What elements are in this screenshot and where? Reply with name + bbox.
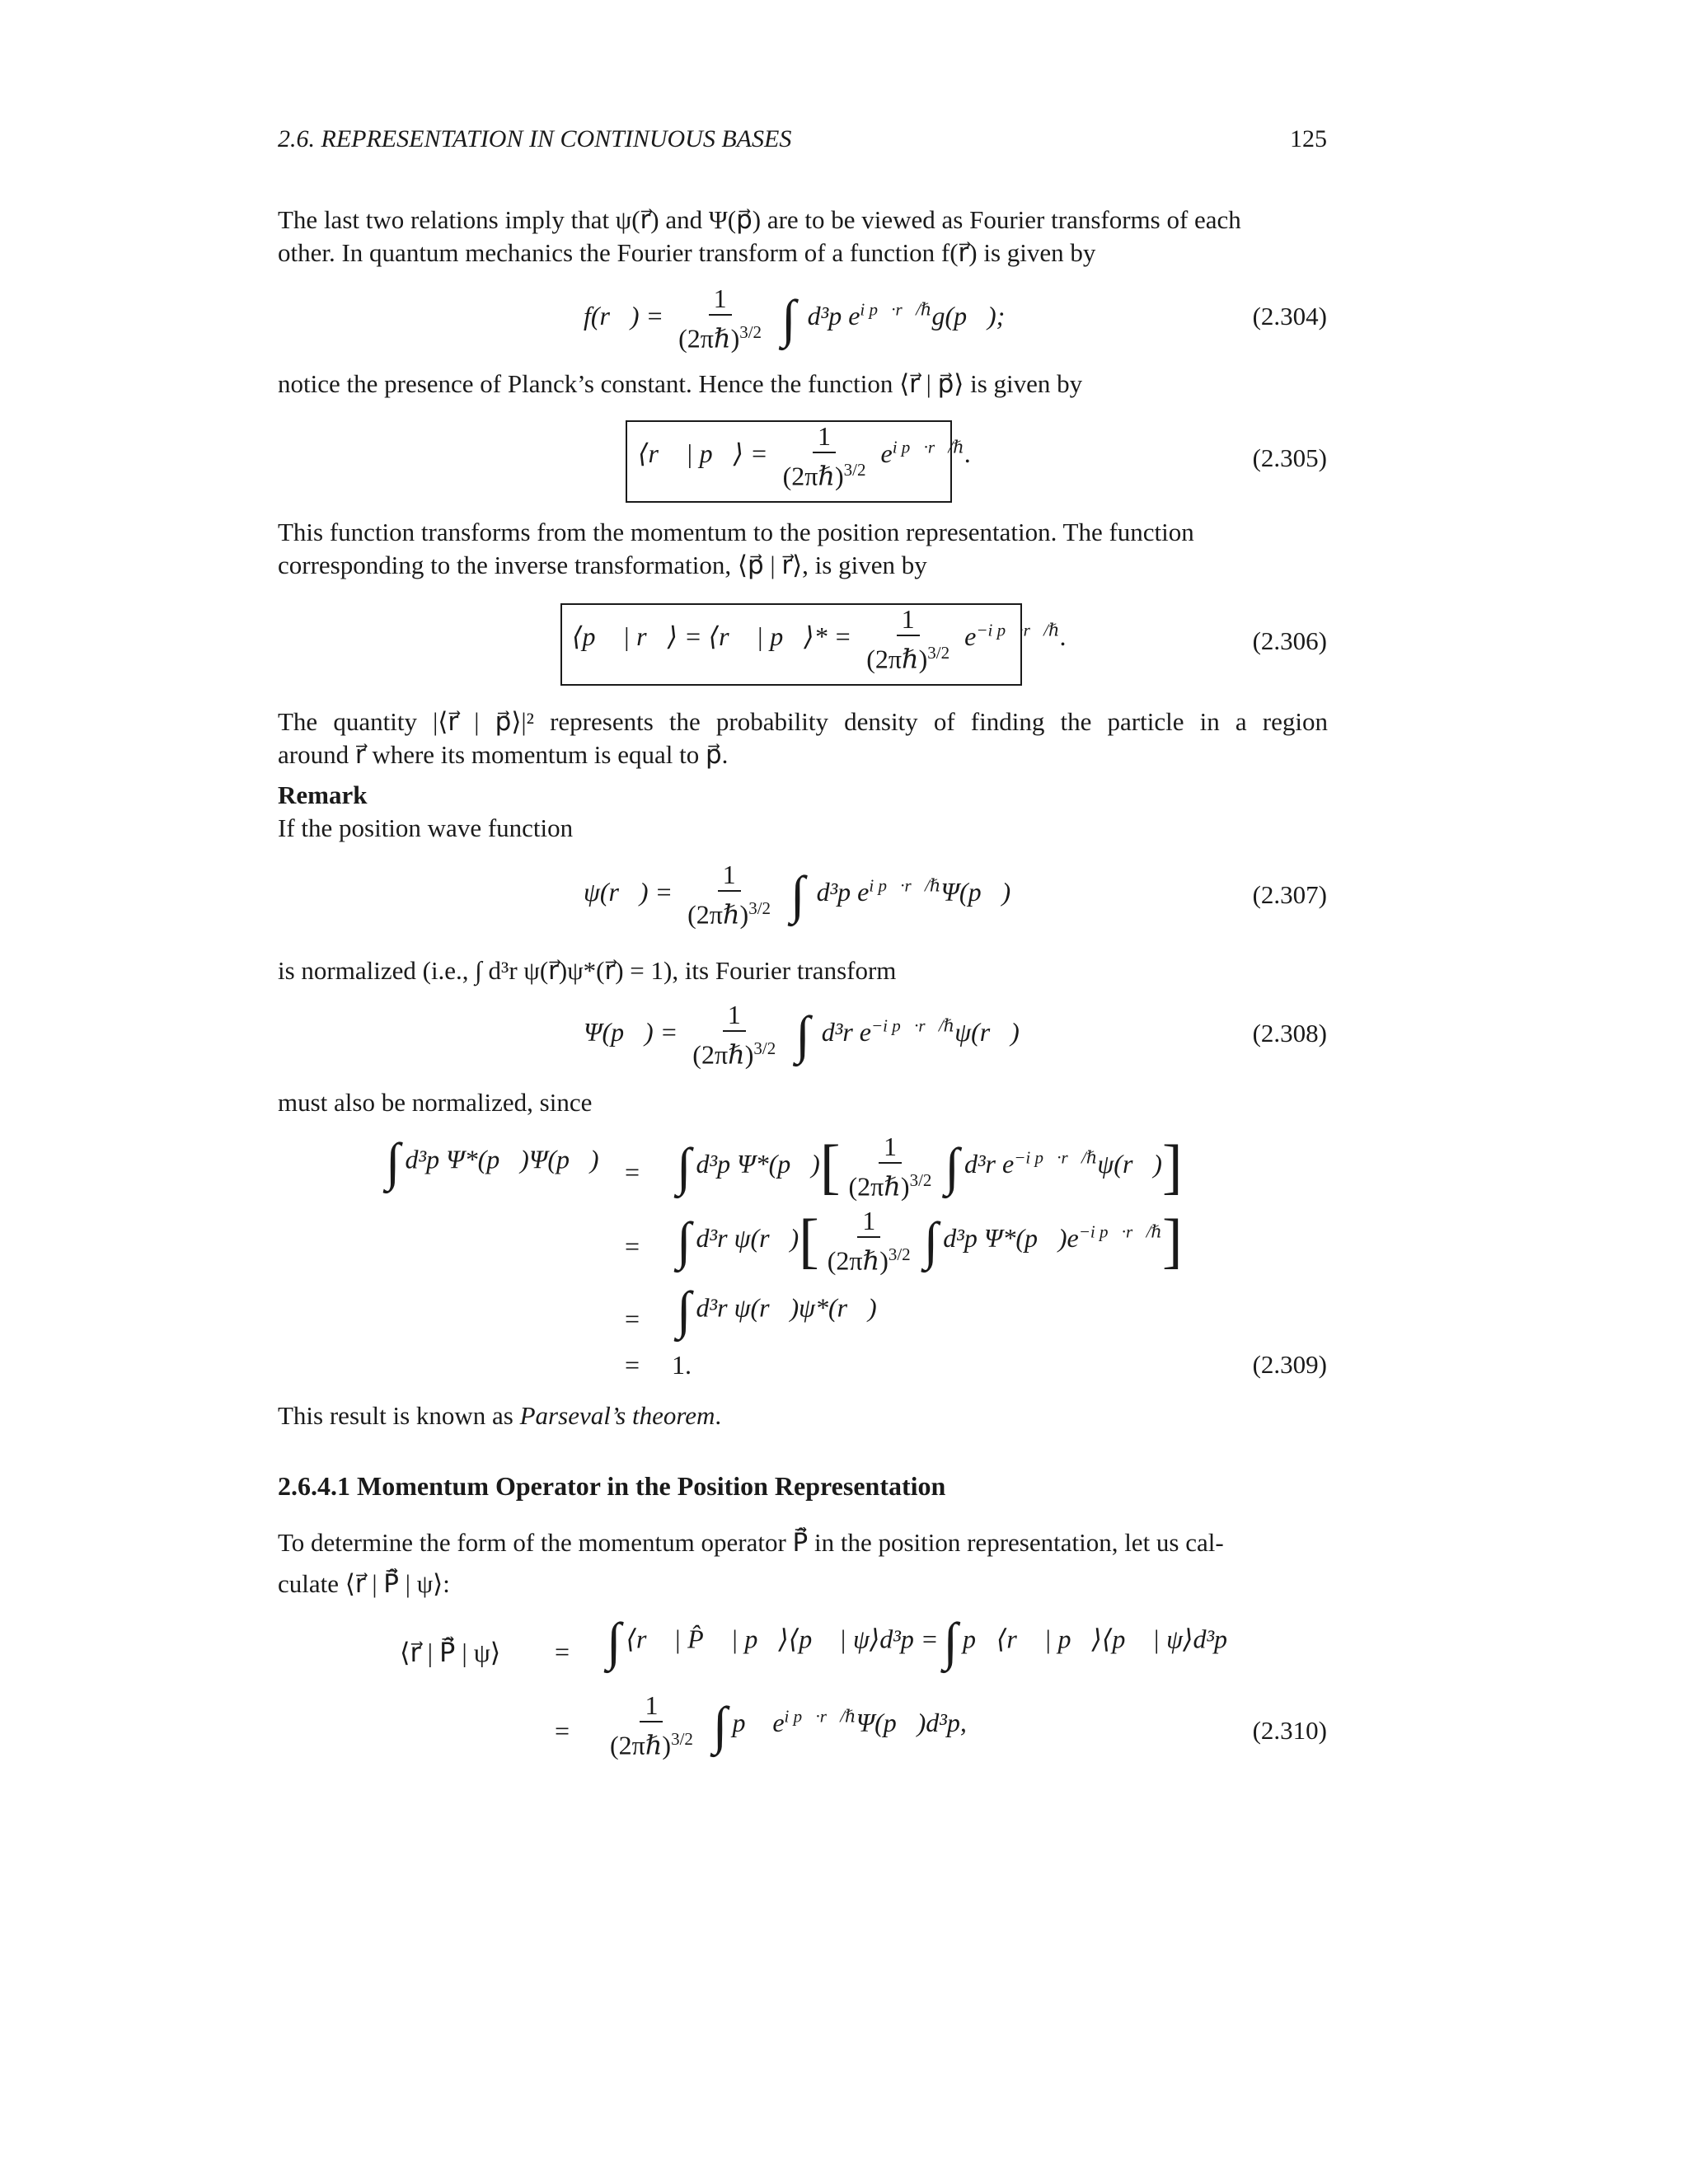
subsection-heading: 2.6.4.1 Momentum Operator in the Position Representation (278, 1471, 946, 1501)
eq-lhs: ψ(r⃗) = (584, 877, 673, 907)
denominator-exponent: 3/2 (927, 643, 950, 663)
eq-tail: ψ(r⃗) (954, 1017, 1020, 1047)
eq-tail: g(p⃗); (931, 301, 1006, 331)
integral-sign: ∫ (712, 1695, 728, 1755)
fraction (687, 1001, 781, 1070)
fraction-denominator (673, 316, 767, 354)
denominator-exponent: 3/2 (909, 1170, 932, 1190)
eq-exponent: −i p⃗·r⃗/ℏ (871, 1015, 955, 1036)
equation-2-308 (584, 1001, 1020, 1070)
equation-number: (2.308) (1252, 1019, 1327, 1047)
equation-number: (2.307) (1252, 880, 1327, 909)
integral-sign: ∫ (781, 288, 796, 348)
eq-term: p⃗ e (732, 1708, 785, 1738)
integral-sign: ∫ (923, 1211, 939, 1270)
denominator-exponent: 3/2 (888, 1244, 911, 1264)
equals-sign: = (625, 1350, 640, 1380)
eq-tail: Ψ(p⃗) (940, 877, 1011, 907)
fraction-numerator: 1 (879, 1132, 902, 1164)
eq-lhs: ⟨p⃗ | r⃗⟩ = ⟨r⃗ | p⃗⟩* = (572, 621, 852, 652)
fraction (843, 1132, 936, 1202)
equals-sign: = (625, 1231, 640, 1261)
eq-term: Ψ(p⃗)d³p, (856, 1708, 967, 1738)
fraction-denominator (605, 1722, 698, 1760)
denominator-base: (2πℏ) (610, 1730, 672, 1760)
eq-term: d³p Ψ*(p⃗) (696, 1149, 820, 1179)
integral-sign: ∫ (943, 1612, 959, 1671)
fraction (673, 284, 767, 354)
equation-2-309-row1 (672, 1132, 1183, 1202)
denominator-exponent: 3/2 (739, 322, 762, 342)
fraction-denominator (682, 892, 776, 930)
text-run: . (715, 1401, 722, 1430)
fraction (778, 422, 871, 491)
eq-tail: . (1059, 621, 1067, 652)
equation-2-306 (572, 605, 1067, 674)
equation-2-305 (638, 422, 971, 491)
remark-title: Remark (278, 780, 368, 809)
eq-exponent: i p⃗·r⃗/ℏ (892, 437, 964, 457)
fraction-denominator (843, 1164, 936, 1202)
fraction-numerator: 1 (709, 284, 732, 316)
fraction-numerator: 1 (813, 422, 836, 453)
equation-2-309-lhs (381, 1132, 599, 1191)
eq-term: ψ(r⃗) (1097, 1149, 1162, 1179)
text-run: This result is known as (278, 1401, 520, 1430)
paragraph-line: notice the presence of Planck’s constant. Hence the function ⟨r⃗ | p⃗⟩ is given by (278, 369, 1083, 398)
denominator-base: (2πℏ) (687, 899, 749, 930)
eq-exponent: −i p⃗·r⃗/ℏ (1014, 1147, 1098, 1168)
equation-number: (2.304) (1252, 302, 1327, 330)
eq-body: d³p e (807, 301, 860, 331)
integral-sign: ∫ (607, 1612, 621, 1671)
denominator-exponent: 3/2 (671, 1729, 693, 1749)
denominator-base: (2πℏ) (692, 1039, 754, 1070)
equals-sign: = (555, 1716, 570, 1746)
denominator-base: (2πℏ) (866, 644, 928, 674)
eq-term: d³r e (964, 1149, 1015, 1179)
equals-sign: = (625, 1157, 640, 1187)
right-bracket: ] (1161, 1132, 1183, 1201)
fraction (605, 1691, 698, 1760)
eq-lhs: f(r⃗) = (584, 301, 664, 331)
eq-body: d³r e (821, 1017, 871, 1047)
eq-tail: . (964, 438, 971, 469)
paragraph-line: culate ⟨r⃗ | P̂⃗ | ψ⟩: (278, 1569, 450, 1598)
equation-2-309-row4: 1. (672, 1350, 692, 1380)
fraction (823, 1207, 916, 1276)
paragraph-line: This function transforms from the momentum to the position representation. The function (278, 518, 1194, 546)
equation-2-310-lhs: ⟨r⃗ | P̂⃗ | ψ⟩ (400, 1638, 501, 1667)
equals-sign: = (625, 1304, 640, 1333)
eq-term: p⃗⟨r⃗ | p⃗⟩⟨p⃗ | ψ⟩d³p (963, 1624, 1228, 1654)
fraction-denominator (687, 1032, 781, 1070)
fraction (682, 860, 776, 930)
equation-number: (2.310) (1252, 1716, 1327, 1745)
integral-sign: ∫ (945, 1137, 959, 1196)
fraction-numerator: 1 (640, 1691, 663, 1722)
fraction-denominator (861, 636, 954, 674)
equation-number: (2.305) (1252, 443, 1327, 472)
paragraph-line: If the position wave function (278, 813, 574, 842)
paragraph-line: To determine the form of the momentum operator P̂⃗ in the position representation, let us cal- (278, 1528, 1224, 1557)
equation-2-307 (584, 860, 1010, 930)
fraction-denominator (778, 453, 871, 491)
eq-term: d³r ψ(r⃗)ψ*(r⃗) (696, 1292, 877, 1323)
eq-body: e (964, 621, 977, 652)
eq-lhs: d³p Ψ*(p⃗)Ψ(p⃗) (405, 1144, 599, 1174)
denominator-base: (2πℏ) (782, 461, 844, 491)
paragraph-line: is normalized (i.e., ∫ d³r ψ(r⃗)ψ*(r⃗) = 1), its Fourier transform (278, 956, 897, 985)
left-bracket: [ (799, 1207, 819, 1275)
equation-2-310-row2 (602, 1691, 967, 1760)
left-bracket: [ (819, 1132, 841, 1201)
integral-sign: ∫ (677, 1137, 692, 1196)
theorem-name: Parseval’s theorem (519, 1401, 715, 1430)
integral-sign: ∫ (790, 865, 805, 924)
integral-sign: ∫ (795, 1005, 810, 1064)
eq-lhs: Ψ(p⃗) = (584, 1017, 678, 1047)
eq-term: ⟨r⃗ | P̂⃗ | p⃗⟩⟨p⃗ | ψ⟩d³p = (626, 1624, 939, 1654)
eq-exponent: −i p⃗·r⃗/ℏ (1078, 1221, 1162, 1242)
fraction-numerator: 1 (897, 605, 920, 636)
eq-term: d³r ψ(r⃗) (696, 1223, 799, 1254)
paragraph-line: other. In quantum mechanics the Fourier transform of a function f(r⃗) is given by (278, 238, 1096, 267)
denominator-exponent: 3/2 (843, 460, 866, 480)
paragraph-line: corresponding to the inverse transformation, ⟨p⃗ | r⃗⟩, is given by (278, 551, 927, 579)
integral-sign: ∫ (677, 1211, 692, 1270)
denominator-base: (2πℏ) (678, 323, 740, 354)
denominator-base: (2πℏ) (827, 1245, 889, 1276)
integral-sign: ∫ (677, 1281, 692, 1339)
right-bracket: ] (1161, 1207, 1183, 1275)
equation-2-309-row2 (672, 1207, 1183, 1276)
equation-2-310-row1 (602, 1612, 1228, 1671)
equals-sign: = (555, 1637, 570, 1666)
denominator-exponent: 3/2 (753, 1038, 776, 1058)
eq-exponent: −i p⃗·r⃗/ℏ (976, 620, 1060, 640)
equation-2-304 (584, 284, 1005, 354)
fraction-numerator: 1 (723, 1001, 746, 1032)
eq-exponent: i p⃗·r⃗/ℏ (869, 875, 941, 896)
eq-lhs: ⟨r⃗ | p⃗⟩ = (638, 438, 768, 469)
eq-exponent: i p⃗·r⃗/ℏ (860, 299, 932, 320)
eq-body: d³p e (816, 877, 870, 907)
fraction-denominator (823, 1238, 916, 1276)
paragraph-line: must also be normalized, since (278, 1088, 593, 1117)
eq-body: e (880, 438, 893, 469)
fraction (861, 605, 954, 674)
fraction-numerator: 1 (718, 860, 741, 892)
fraction-numerator: 1 (857, 1207, 880, 1238)
equation-2-309-row3 (672, 1281, 877, 1339)
eq-term: d³p Ψ*(p⃗)e (943, 1223, 1079, 1254)
running-header-section: 2.6. REPRESENTATION IN CONTINUOUS BASES (278, 125, 792, 152)
equation-number: (2.309) (1252, 1350, 1327, 1379)
paragraph-line: The quantity |⟨r⃗ | p⃗⟩|² represents the probability density of finding the particle in a region (278, 707, 1328, 736)
eq-exponent: i p⃗·r⃗/ℏ (784, 1706, 856, 1727)
denominator-exponent: 3/2 (748, 898, 771, 918)
integral-sign: ∫ (386, 1132, 401, 1191)
paragraph-line: around r⃗ where its momentum is equal to p⃗. (278, 740, 729, 769)
paragraph-line (278, 1399, 721, 1432)
denominator-base: (2πℏ) (848, 1171, 910, 1202)
page-number: 125 (1290, 125, 1327, 152)
equation-number: (2.306) (1252, 626, 1327, 655)
paragraph-line: The last two relations imply that ψ(r⃗) and Ψ(p⃗) are to be viewed as Fourier transforms of each (278, 205, 1241, 234)
